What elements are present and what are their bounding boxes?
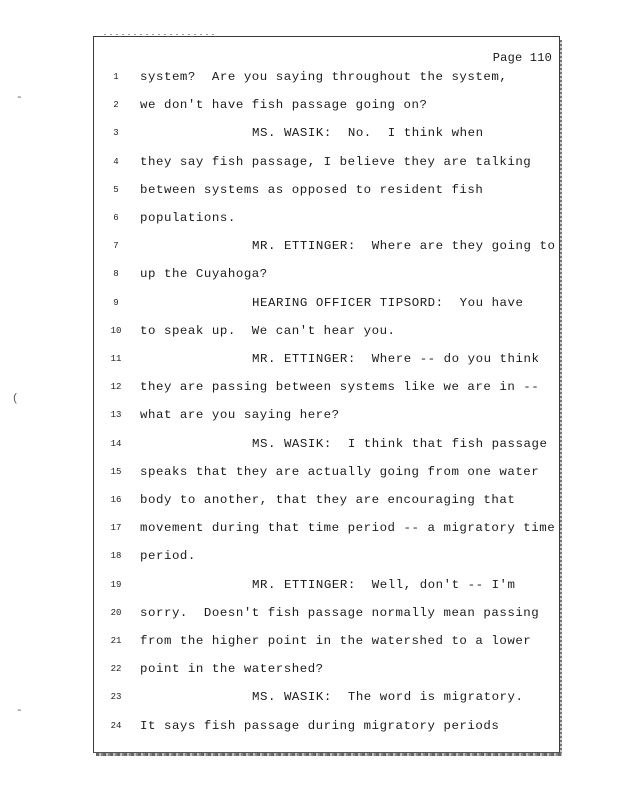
transcript-line: they say fish passage, I believe they are talking xyxy=(140,154,532,169)
line-number: 8 xyxy=(113,269,119,280)
transcript-line: body to another, that they are encouraging that xyxy=(140,493,516,507)
transcript-line: It says fish passage during migratory periods xyxy=(140,718,500,733)
line-number: 14 xyxy=(110,438,122,449)
line-number: 17 xyxy=(110,523,122,534)
line-number: 4 xyxy=(113,156,119,167)
transcript-line: up the Cuyahoga? xyxy=(140,267,268,282)
line-number: 7 xyxy=(113,241,119,252)
line-number: 9 xyxy=(113,297,119,308)
line-number: 1 xyxy=(113,72,119,82)
line-number: 24 xyxy=(110,720,122,731)
transcript-line: MS. WASIK: The word is migratory. xyxy=(252,690,524,705)
line-number: 11 xyxy=(110,354,122,364)
line-number: 13 xyxy=(110,410,122,421)
line-number: 23 xyxy=(110,692,122,703)
transcript-line: we don't have fish passage going on? xyxy=(140,98,428,113)
transcript-line: speaks that they are actually going from one water xyxy=(140,464,540,479)
margin-bracket-mark: ( xyxy=(12,393,19,405)
transcript-line: period. xyxy=(140,549,196,564)
line-number: 20 xyxy=(110,607,122,618)
transcript-line: HEARING OFFICER TIPSORD: You have xyxy=(252,295,524,310)
margin-tick-mark: - xyxy=(16,92,23,104)
line-number: 18 xyxy=(110,551,122,562)
transcript-line: MS. WASIK: No. I think when xyxy=(252,126,484,141)
line-number: 2 xyxy=(113,100,119,111)
line-number: 12 xyxy=(110,382,122,393)
transcript-line: what are you saying here? xyxy=(140,408,340,423)
line-number: 15 xyxy=(110,466,122,477)
page-number: Page 110 xyxy=(492,51,552,65)
line-number: 16 xyxy=(110,495,122,505)
scan-shadow-bottom xyxy=(96,753,562,756)
scan-shadow-right xyxy=(560,40,562,754)
transcript-line: MR. ETTINGER: Where are they going to xyxy=(252,239,556,254)
transcript-line: they are passing between systems like we are in -- xyxy=(140,380,540,395)
transcript-line: to speak up. We can't hear you. xyxy=(140,323,396,338)
line-number: 3 xyxy=(113,128,119,139)
line-number: 21 xyxy=(110,636,122,646)
transcript-line: MS. WASIK: I think that fish passage xyxy=(252,436,548,451)
line-number: 22 xyxy=(110,664,122,675)
transcript-line: system? Are you saying throughout the system, xyxy=(140,70,508,84)
transcript-line: populations. xyxy=(140,211,236,225)
transcript-line: from the higher point in the watershed to a lower xyxy=(140,634,532,648)
transcript-line: MR. ETTINGER: Where -- do you think xyxy=(252,352,540,366)
transcript-line: between systems as opposed to resident fish xyxy=(140,182,484,197)
transcript-line: sorry. Doesn't fish passage normally mean passing xyxy=(140,605,540,620)
line-number: 5 xyxy=(113,184,119,195)
line-number: 10 xyxy=(110,325,122,336)
transcript-line: point in the watershed? xyxy=(140,662,324,677)
line-number: 19 xyxy=(110,579,122,590)
line-number: 6 xyxy=(113,213,119,223)
transcript-line: movement during that time period -- a migratory time xyxy=(140,521,556,536)
scan-artifact-top xyxy=(104,34,214,35)
margin-tick-mark: - xyxy=(16,705,23,717)
transcript-line: MR. ETTINGER: Well, don't -- I'm xyxy=(252,577,516,592)
